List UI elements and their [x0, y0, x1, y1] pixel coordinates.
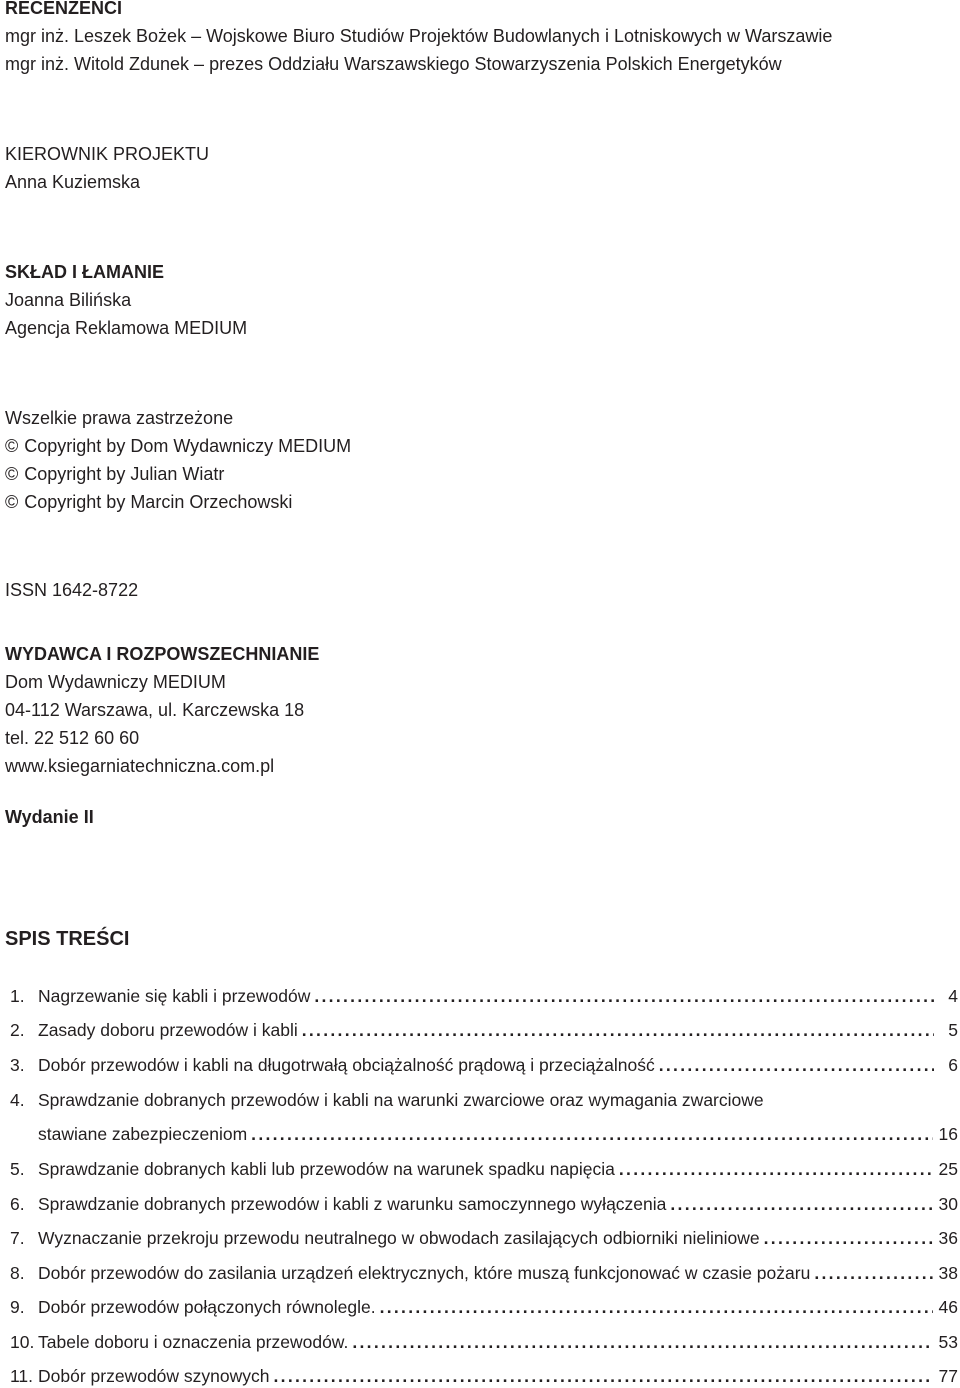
toc-entry-number: 8. [10, 1263, 25, 1283]
toc-entry [10, 1157, 958, 1181]
toc-entry-page: 25 [938, 1159, 958, 1179]
edition-section [5, 803, 94, 831]
reviewers-heading: RECENZENCI [5, 0, 123, 18]
toc-dot-leader [619, 1157, 933, 1181]
toc-entry [10, 1088, 958, 1112]
toc-entry-page: 4 [948, 986, 958, 1006]
copyright-text: Copyright by Marcin Orzechowski [24, 492, 293, 512]
toc-dot-leader [251, 1122, 932, 1146]
toc-entry-title-cont: stawiane zabezpieczeniom [38, 1124, 248, 1144]
copyright-icon: © [5, 436, 19, 456]
toc-entry-page: 46 [938, 1297, 958, 1317]
copyright-icon: © [5, 492, 19, 512]
toc-entry-number: 5. [10, 1159, 25, 1179]
toc-entry-page: 30 [938, 1194, 958, 1214]
rights-section [5, 404, 351, 516]
toc-entry-number: 1. [10, 986, 25, 1006]
toc-entry-title: Dobór przewodów do zasilania urządzeń elektrycznych, które muszą funkcjonować w czasie pożaru [38, 1263, 811, 1283]
publisher-section [5, 640, 319, 780]
toc-entry [10, 1018, 958, 1042]
toc-entry [10, 984, 958, 1008]
issn: ISSN 1642-8722 [5, 580, 139, 600]
toc-entry-title: Tabele doboru i oznaczenia przewodów. [38, 1332, 349, 1352]
toc-dot-leader [659, 1053, 934, 1077]
toc-entry-title: Sprawdzanie dobranych kabli lub przewodów na warunek spadku napięcia [38, 1159, 615, 1179]
rights-reserved: Wszelkie prawa zastrzeżone [5, 408, 234, 428]
toc-entry-title: Zasady doboru przewodów i kabli [38, 1020, 298, 1040]
toc-dot-leader [274, 1364, 933, 1388]
toc-heading: SPIS TREŚCI [5, 928, 130, 950]
typesetting-line: Joanna Bilińska [5, 290, 132, 310]
toc-entry [10, 1053, 958, 1077]
copyright-text: Copyright by Julian Wiatr [24, 464, 225, 484]
toc-entry-page: 6 [948, 1055, 958, 1075]
toc-entry-continuation [10, 1122, 958, 1146]
copyright-line [5, 488, 351, 516]
toc-dot-leader [314, 984, 934, 1008]
toc-entry-page: 53 [938, 1332, 958, 1352]
toc-entry-title: Dobór przewodów szynowych [38, 1366, 270, 1386]
reviewers-section [5, 0, 832, 78]
toc-entry-title: Wyznaczanie przekroju przewodu neutralnego w obwodach zasilających odbiorniki nieliniowe [38, 1228, 760, 1248]
toc-entry [10, 1226, 958, 1250]
toc-dot-leader [302, 1018, 934, 1042]
publisher-heading: WYDAWCA I ROZPOWSZECHNIANIE [5, 644, 320, 664]
publisher-phone: tel. 22 512 60 60 [5, 728, 140, 748]
toc-entry-number: 3. [10, 1055, 25, 1075]
toc-dot-leader [764, 1226, 933, 1250]
toc-entry-page: 5 [948, 1020, 958, 1040]
project-manager-name: Anna Kuziemska [5, 172, 141, 192]
toc-entry-title: Dobór przewodów i kabli na długotrwałą obciążalność prądową i przeciążalność [38, 1055, 655, 1075]
publisher-name: Dom Wydawniczy MEDIUM [5, 672, 226, 692]
toc-entry [10, 1330, 958, 1354]
toc-entry-title: Dobór przewodów połączonych równolegle. [38, 1297, 376, 1317]
copyright-line [5, 460, 351, 488]
toc-entry [10, 1295, 958, 1319]
typesetting-section [5, 258, 247, 342]
toc-dot-leader [814, 1261, 932, 1285]
toc-dot-leader [380, 1295, 933, 1319]
copyright-icon: © [5, 464, 19, 484]
toc-entry [10, 1364, 958, 1388]
toc-entry-number: 7. [10, 1228, 25, 1248]
typesetting-heading: SKŁAD I ŁAMANIE [5, 262, 164, 282]
project-manager-section [5, 140, 209, 196]
toc-entry [10, 1261, 958, 1285]
toc-entry-page: 36 [938, 1228, 958, 1248]
publisher-address: 04-112 Warszawa, ul. Karczewska 18 [5, 700, 305, 720]
toc-entry-page: 16 [938, 1124, 958, 1144]
toc-entry-title: Sprawdzanie dobranych przewodów i kabli na warunki zwarciowe oraz wymagania zwarciowe [38, 1090, 764, 1110]
reviewer-line: mgr inż. Leszek Bożek – Wojskowe Biuro Studiów Projektów Budowlanych i Lotniskowych w Warszawie [5, 26, 833, 46]
copyright-line [5, 432, 351, 460]
toc-entry-number: 11. [10, 1366, 34, 1386]
toc-entry-number: 9. [10, 1297, 25, 1317]
project-manager-heading: KIEROWNIK PROJEKTU [5, 144, 210, 164]
copyright-text: Copyright by Dom Wydawniczy MEDIUM [24, 436, 352, 456]
toc-dot-leader [352, 1330, 932, 1354]
toc-entry-page: 38 [938, 1263, 958, 1283]
toc-dot-leader [670, 1192, 932, 1216]
toc-entry-number: 2. [10, 1020, 25, 1040]
typesetting-line: Agencja Reklamowa MEDIUM [5, 318, 248, 338]
reviewer-line: mgr inż. Witold Zdunek – prezes Oddziału Warszawskiego Stowarzyszenia Polskich Energetyków [5, 54, 782, 74]
toc-entry-page: 77 [938, 1366, 958, 1386]
toc-entry-number: 6. [10, 1194, 25, 1214]
issn-section [5, 576, 138, 604]
edition-label: Wydanie II [5, 807, 94, 827]
toc-entry-number: 10. [10, 1332, 35, 1352]
publisher-website: www.ksiegarniatechniczna.com.pl [5, 756, 275, 776]
toc-entry-number: 4. [10, 1090, 25, 1110]
toc-entry-title: Nagrzewanie się kabli i przewodów [38, 986, 311, 1006]
toc-entry [10, 1192, 958, 1216]
toc-entry-title: Sprawdzanie dobranych przewodów i kabli z warunku samoczynnego wyłączenia [38, 1194, 667, 1214]
